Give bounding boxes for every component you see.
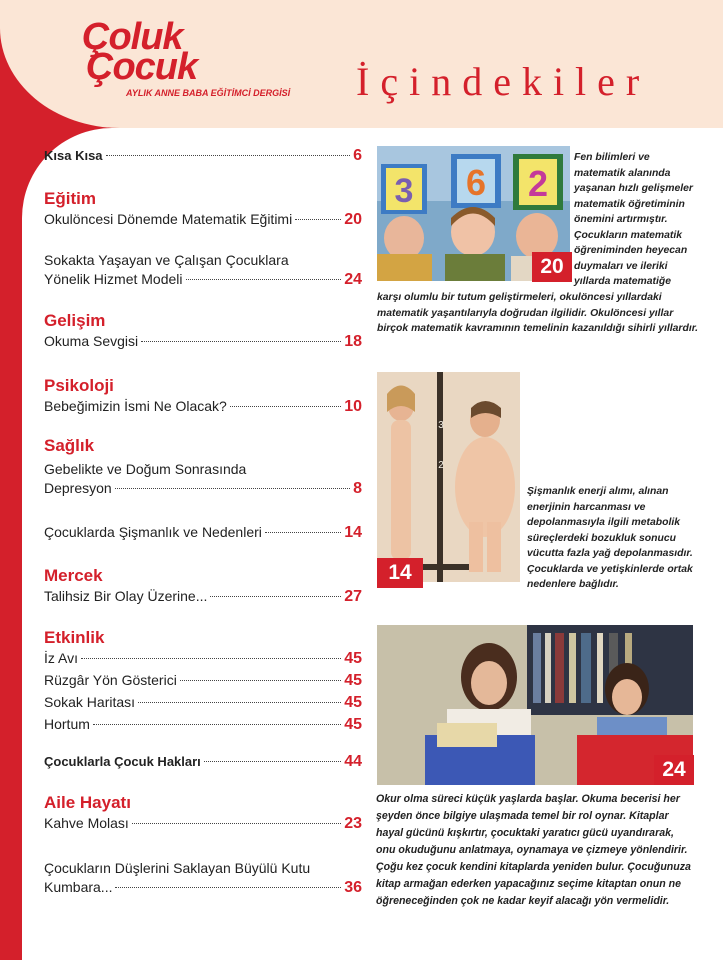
toc-entry[interactable]: Kahve Molası 23 — [44, 815, 362, 832]
ruler-mark: 2 — [438, 460, 444, 471]
toc-entry-line: Sokakta Yaşayan ve Çalışan Çocuklara — [44, 252, 289, 268]
logo-line-2: Çocuk — [86, 46, 198, 88]
reading-photo — [377, 625, 693, 785]
section-heading: Aile Hayatı — [44, 793, 131, 812]
number-card: 2 — [527, 163, 549, 204]
toc-entry[interactable]: Çocuklarla Çocuk Hakları 44 — [44, 753, 362, 770]
math-caption-full: karşı olumlu bir tutum geliştirmeleri, okulöncesi yıllardaki matematik yaşantılarıyla doğrudan ilgilidir. Okulöncesi yıllar birçok matematik kavramının temelinin kazanıldığı sihirli yıllardır. — [377, 292, 699, 334]
section-heading: Eğitim — [44, 189, 96, 208]
toc-entry[interactable]: Çocuklarda Şişmanlık ve Nedenleri 14 — [44, 524, 362, 541]
page-number-badge: 20 — [532, 252, 572, 282]
toc-entry[interactable]: Yönelik Hizmet Modeli 24 — [44, 271, 362, 288]
obesity-caption: Şişmanlık enerji alımı, alınan enerjinin harcanması ve depolanmasıyla ilgili metabolik süreçlerdeki bozukluk sonucu vücutta fazla yağ depolanmasıdır. Çocuklarda ve yetişkinlerde ortak nedenlere bağlıdır. — [527, 486, 693, 590]
number-card: 6 — [465, 162, 487, 203]
toc-entry-line: Gebelikte ve Doğum Sonrasında — [44, 461, 247, 477]
toc-entry[interactable]: Rüzgâr Yön Gösterici 45 — [44, 672, 362, 689]
toc-entry[interactable]: İz Avı 45 — [44, 650, 362, 667]
table-of-contents — [44, 145, 362, 901]
logo-subtitle: AYLIK ANNE BABA EĞİTİMCİ DERGİSİ — [126, 88, 291, 98]
page-title: İçindekiler — [356, 59, 651, 104]
section-heading: Psikoloji — [44, 376, 114, 395]
obesity-photo — [377, 372, 520, 582]
page-number-badge: 24 — [654, 755, 694, 785]
toc-entry[interactable]: Kumbara... 36 — [44, 879, 362, 896]
toc-entry[interactable]: Depresyon 8 — [44, 480, 362, 497]
toc-entry-line: Çocukların Düşlerini Saklayan Büyülü Kutu — [44, 860, 311, 876]
section-heading: Etkinlik — [44, 628, 105, 647]
toc-entry[interactable]: Bebeğimizin İsmi Ne Olacak? 10 — [44, 398, 362, 415]
number-card: 3 — [394, 172, 414, 210]
section-heading: Mercek — [44, 566, 103, 585]
toc-entry[interactable]: Talihsiz Bir Olay Üzerine... 27 — [44, 588, 362, 605]
toc-entry[interactable]: Kısa Kısa 6 — [44, 147, 362, 164]
math-caption-side: Fen bilimleri ve matematik alanında yaşanan hızlı gelişmeler matematik öğretiminin önemini artırmıştır. Çocukların matematik öğreniminden heyecan duymaları ve ileriki yıllarda matematiğe — [574, 152, 693, 287]
toc-entry[interactable]: Hortum 45 — [44, 716, 362, 733]
reading-caption: Okur olma süreci küçük yaşlarda başlar. Okuma becerisi her şeyden önce bilgiye ulaşmada temel bir rol oynar. Kitaplar hayal gücünü kışkırtır, çocuktaki yaratıcı gücü uyandırarak, onu okuduğunu anlatmaya, oynamaya ve çizmeye yönlendirir. Çoğu kez çocuk kendini kitaplarda yeniden bulur. Çocuğunuza kitap armağan ederken yapacağınız seçime kitaptan onun ne öğreneceğinden çok ne kadar keyif alacağı yön vermelidir. — [376, 793, 691, 907]
section-heading: Sağlık — [44, 436, 95, 455]
logo-line-1: Çoluk — [82, 16, 183, 58]
section-heading: Gelişim — [44, 311, 106, 330]
toc-entry[interactable]: Okuma Sevgisi 18 — [44, 333, 362, 350]
ruler-mark: 3 — [438, 420, 444, 431]
page-number-badge: 14 — [377, 558, 423, 588]
magazine-logo — [82, 16, 312, 102]
toc-entry[interactable]: Okulöncesi Dönemde Matematik Eğitimi 20 — [44, 211, 362, 228]
toc-entry[interactable]: Sokak Haritası 45 — [44, 694, 362, 711]
